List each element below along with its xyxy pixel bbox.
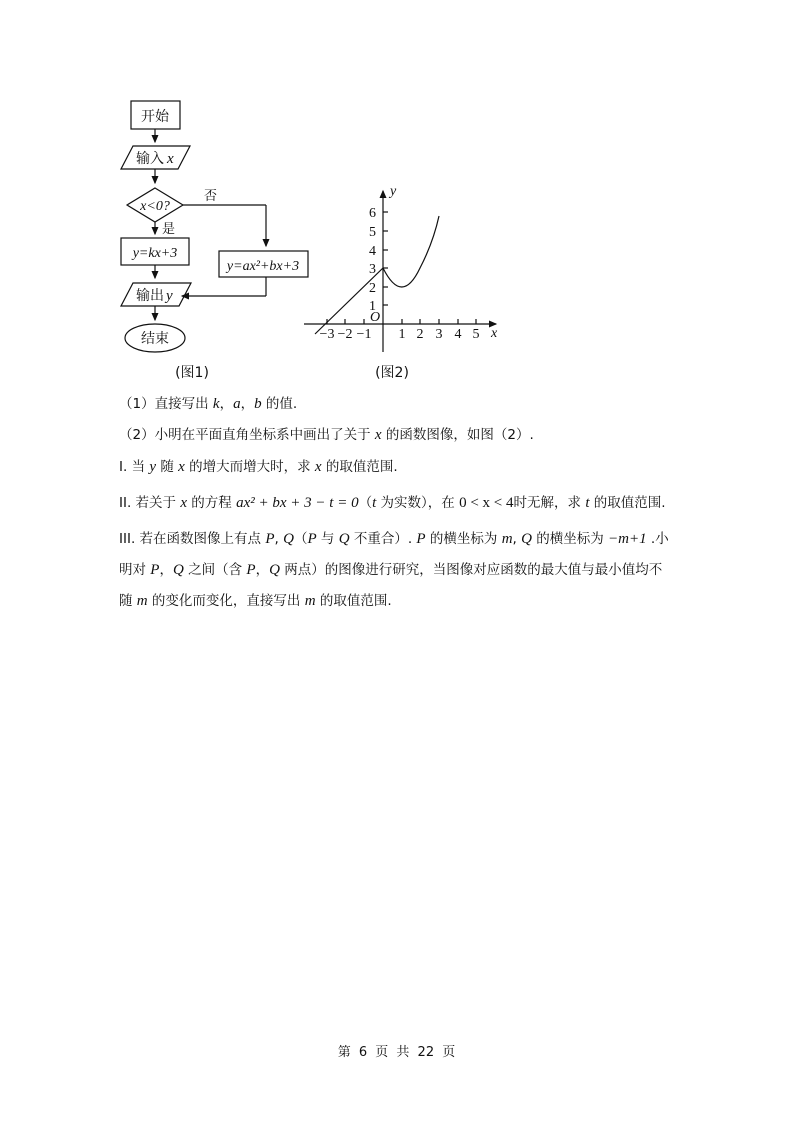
decision-label: x<0?	[140, 199, 170, 214]
text: ,	[274, 531, 284, 547]
text: 的取值范围.	[321, 459, 398, 475]
output-var: y	[166, 288, 173, 304]
question-2-part-i	[119, 457, 398, 477]
var-P: P	[265, 531, 275, 547]
text: ，	[219, 396, 234, 412]
x-tick-label: 3	[435, 327, 443, 342]
figures	[0, 0, 793, 400]
figure1-caption: (图1)	[175, 365, 209, 381]
text: 与	[316, 531, 339, 547]
text: 之间（含	[183, 562, 247, 578]
var-P: P	[150, 562, 160, 578]
inequality: 0 < x < 4	[459, 495, 514, 511]
question-2-part-iii-line2	[119, 560, 662, 580]
text: 为实数），在	[376, 495, 460, 511]
x-tick-label: 1	[398, 327, 406, 342]
expression: −m+1	[608, 531, 647, 547]
var-P: P	[416, 531, 426, 547]
var-Q: Q	[172, 562, 184, 578]
y-tick-label: 3	[369, 262, 376, 277]
x-tick-label: −2	[337, 327, 353, 342]
flowchart	[121, 101, 308, 352]
var-m: m	[304, 593, 316, 609]
text: I. 当	[119, 459, 150, 475]
var-m: m	[501, 531, 513, 547]
text: II. 若关于	[119, 495, 181, 511]
y-tick-label: 6	[369, 206, 376, 221]
text: 的函数图像，如图（2）.	[381, 427, 534, 443]
input-var: x	[167, 151, 174, 167]
y-axis-label: y	[390, 184, 397, 199]
text: ,	[512, 531, 522, 547]
yes-label: 是	[162, 222, 176, 237]
text: ，	[240, 396, 255, 412]
text: 明对	[119, 562, 151, 578]
no-branch-formula: y=ax²+bx+3	[226, 259, 300, 274]
x-tick-label: −1	[356, 327, 372, 342]
text: 的方程	[187, 495, 237, 511]
input-label: 输入	[136, 151, 164, 167]
var-Q: Q	[283, 531, 294, 547]
y-tick-label: 2	[369, 281, 376, 296]
origin-label: O	[370, 310, 381, 325]
x-tick-label: −3	[319, 327, 335, 342]
question-2	[119, 425, 534, 445]
x-tick-label: 5	[472, 327, 480, 342]
y-tick-label: 4	[369, 244, 376, 259]
var-t: t	[372, 495, 377, 511]
page-footer: 第 6 页 共 22 页	[337, 1045, 456, 1060]
text: III. 若在函数图像上有点	[119, 531, 266, 547]
question-2-part-ii	[119, 493, 666, 513]
var-m: m	[136, 593, 148, 609]
text: （1）直接写出	[119, 396, 213, 412]
question-1	[119, 394, 297, 414]
question-2-part-iii-line3	[119, 591, 392, 611]
text: （	[358, 495, 373, 511]
var-x: x	[314, 459, 322, 475]
text: 的值.	[261, 396, 298, 412]
y-tick-label: 1	[369, 299, 376, 314]
text: 的变化而变化，直接写出	[147, 593, 305, 609]
var-P: P	[246, 562, 256, 578]
figure2-caption: (图2)	[375, 365, 409, 381]
text: 的横坐标为	[531, 531, 609, 547]
var-a: a	[233, 396, 241, 412]
text: 的取值范围.	[589, 495, 666, 511]
output-label: 输出	[136, 288, 164, 304]
var-b: b	[254, 396, 262, 412]
var-Q: Q	[521, 531, 532, 547]
parabola-curve	[383, 216, 439, 287]
x-axis-label: x	[491, 326, 498, 341]
var-x: x	[178, 459, 185, 475]
text: 的取值范围.	[315, 593, 392, 609]
text: 随	[156, 459, 179, 475]
text: ，	[159, 562, 173, 578]
var-k: k	[212, 396, 220, 412]
x-tick-label: 4	[454, 327, 462, 342]
text: .小	[646, 531, 669, 547]
var-Q: Q	[338, 531, 350, 547]
x-tick-label: 2	[416, 327, 424, 342]
var-Q: Q	[269, 562, 280, 578]
start-label: 开始	[141, 109, 169, 125]
no-label: 否	[204, 189, 218, 204]
equation: ax² + bx + 3 − t = 0	[236, 495, 359, 511]
text: 时无解，求	[513, 495, 586, 511]
var-x: x	[180, 495, 188, 511]
var-y: y	[149, 459, 157, 475]
text: （2）小明在平面直角坐标系中画出了关于	[119, 427, 375, 443]
text: 不重合）.	[349, 531, 417, 547]
var-P: P	[307, 531, 317, 547]
text: 的增大而增大时，求	[184, 459, 315, 475]
var-x: x	[374, 427, 382, 443]
text: 的横坐标为	[425, 531, 502, 547]
question-2-part-iii-line1	[119, 529, 669, 549]
text: 随	[119, 593, 137, 609]
yes-branch-formula: y=kx+3	[132, 246, 178, 261]
function-graph	[304, 184, 498, 381]
text: （	[293, 531, 308, 547]
text: 两点）的图像进行研究，当图像对应函数的最大值与最小值均不	[279, 562, 663, 578]
end-label: 结束	[141, 331, 169, 347]
text: ，	[255, 562, 270, 578]
var-t: t	[585, 495, 590, 511]
y-tick-label: 5	[369, 225, 376, 240]
